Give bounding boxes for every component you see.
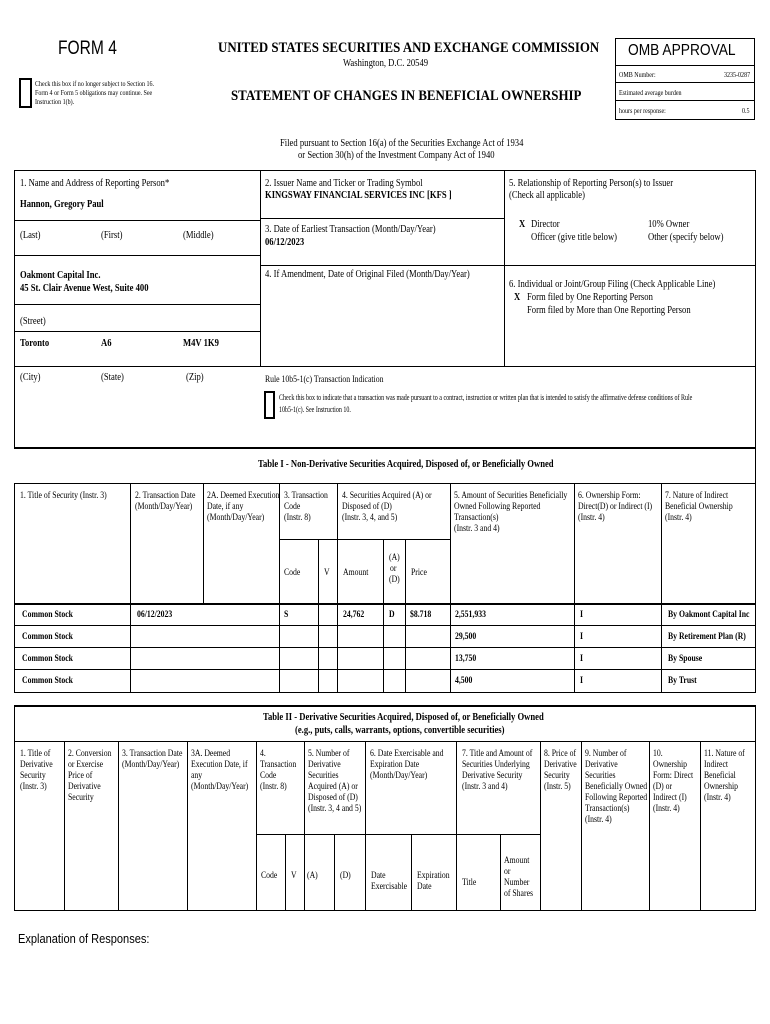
relationship-sub: (Check all applicable) (509, 190, 585, 201)
t2-sub-amount: Amount or Number of Shares (504, 855, 534, 898)
table2-title: Table II - Derivative Securities Acquired, Disposed of, or Beneficially Owned (263, 712, 544, 723)
t1-cell-nature: By Oakmont Capital Inc (668, 609, 750, 619)
omb-burden-label: Estimated average burden (619, 89, 682, 97)
rule-text-2: 10b5-1(c). See Instruction 10. (279, 405, 351, 414)
company-name: Oakmont Capital Inc. (20, 270, 101, 281)
t1-cell-nature: By Spouse (668, 653, 703, 663)
t1-sub-code: Code (284, 567, 301, 577)
rule-checkbox[interactable] (264, 391, 275, 419)
reporting-person-name: Hannon, Gregory Paul (20, 199, 104, 210)
reporting-person-label: 1. Name and Address of Reporting Person* (20, 178, 170, 189)
t2-header-owned: 9. Number of Derivative Securities Beneficially Owned Following Reported Transaction(s) (Instr. 4) (585, 748, 648, 824)
t1-sub-amount: Amount (343, 567, 369, 577)
t1-cell-form: I (580, 631, 584, 641)
t1-header-nature: 7. Nature of Indirect Beneficial Ownership (Instr. 4) (665, 490, 733, 522)
table2-subtitle: (e.g., puts, calls, warrants, options, convertible securities) (295, 725, 505, 736)
t2-header-deemed: 3A. Deemed Execution Date, if any (Month/Day/Year) (191, 748, 249, 791)
agency-location: Washington, D.C. 20549 (343, 58, 429, 69)
director-label: Director (531, 219, 560, 230)
t2-sub-code: Code (261, 870, 278, 880)
officer-label: Officer (give title below) (531, 232, 618, 243)
t1-cell-nature: By Trust (668, 675, 697, 685)
t1-header-date: 2. Transaction Date (Month/Day/Year) (135, 490, 196, 511)
filed-pursuant-1: Filed pursuant to Section 16(a) of the Securities Exchange Act of 1934 (280, 138, 524, 149)
street-address: 45 St. Clair Avenue West, Suite 400 (20, 283, 149, 294)
t1-cell-title: Common Stock (22, 631, 73, 641)
t1-cell-form: I (580, 609, 584, 619)
filed-pursuant-2: or Section 30(h) of the Investment Company Act of 1940 (298, 150, 495, 161)
statement-title: STATEMENT OF CHANGES IN BENEFICIAL OWNERSHIP (231, 88, 582, 104)
city-label: (City) (20, 372, 41, 383)
t1-cell-owned: 29,500 (455, 631, 477, 641)
t1-header-owned: 5. Amount of Securities Beneficially Owned Following Reported Transaction(s) (Instr. 3 and 4) (454, 490, 568, 533)
t2-sub-expiration: Expiration Date (417, 870, 450, 891)
agency-title: UNITED STATES SECURITIES AND EXCHANGE COMMISSION (218, 40, 600, 56)
no-longer-subject-checkbox[interactable] (19, 78, 32, 108)
state-value: A6 (101, 338, 112, 349)
t1-header-acquired: 4. Securities Acquired (A) or Disposed of (D) (Instr. 3, 4, and 5) (342, 490, 432, 522)
issuer-label: 2. Issuer Name and Ticker or Trading Symbol (265, 178, 423, 189)
t2-header-price: 8. Price of Derivative Security (Instr. 5) (544, 748, 577, 791)
zip-label: (Zip) (186, 372, 204, 383)
relationship-label: 5. Relationship of Reporting Person(s) to Issuer (509, 178, 674, 189)
checkbox-text: Check this box if no longer subject to Section 16. Form 4 or Form 5 obligations may continue. See Instruction 1(b). (35, 80, 155, 106)
earliest-date-value: 06/12/2023 (265, 237, 305, 248)
t2-header-date: 3. Transaction Date (Month/Day/Year) (122, 748, 183, 769)
t2-header-underlying: 7. Title and Amount of Securities Underlying Derivative Security (Instr. 3 and 4) (462, 748, 533, 791)
t1-header-deemed: 2A. Deemed Execution Date, if any (Month/Day/Year) (207, 490, 280, 522)
t2-header-form: 10. Ownership Form: Direct (D) or Indirect (I) (Instr. 4) (653, 748, 694, 813)
t1-header-form: 6. Ownership Form: Direct(D) or Indirect (I) (Instr. 4) (578, 490, 653, 522)
t1-cell-title: Common Stock (22, 653, 73, 663)
t1-header-code: 3. Transaction Code (Instr. 8) (284, 490, 328, 522)
form-title: FORM 4 (58, 38, 117, 59)
t1-cell-form: I (580, 653, 584, 663)
t2-sub-title: Title (462, 877, 477, 887)
t2-header-number: 5. Number of Derivative Securities Acquired (A) or Disposed of (D) (Instr. 3, 4 and 5) (308, 748, 362, 813)
t2-sub-date-exercisable: Date Exercisable (371, 870, 408, 891)
street-label: (Street) (20, 316, 46, 327)
filing-one-label: Form filed by One Reporting Person (527, 292, 653, 303)
filing-one-x-mark: X (514, 292, 521, 303)
t1-cell-title: Common Stock (22, 675, 73, 685)
omb-hours-value: 0.5 (742, 107, 750, 115)
t1-cell-owned: 13,750 (455, 653, 477, 663)
omb-title: OMB APPROVAL (628, 42, 736, 59)
t1-cell-ad: D (389, 609, 395, 619)
t2-header-code: 4. Transaction Code (Instr. 8) (260, 748, 297, 791)
explanation-label: Explanation of Responses: (18, 931, 150, 946)
omb-number-value: 3235-0287 (724, 71, 751, 79)
filing-more-label: Form filed by More than One Reporting Person (527, 305, 691, 316)
omb-hours-label: hours per response: (619, 107, 666, 115)
ten-pct-label: 10% Owner (648, 219, 690, 230)
t1-sub-v: V (324, 567, 330, 577)
middle-label: (Middle) (183, 230, 214, 241)
t2-sub-d: (D) (340, 870, 351, 880)
first-label: (First) (101, 230, 123, 241)
t1-cell-date: 06/12/2023 (137, 609, 173, 619)
last-label: (Last) (20, 230, 41, 241)
rule-text-1: Check this box to indicate that a transaction was made pursuant to a contract, instruction or written plan that is intended to satisfy the affirmative defense conditions of Rule (279, 393, 693, 402)
state-label: (State) (101, 372, 124, 383)
rule-label: Rule 10b5-1(c) Transaction Indication (265, 374, 384, 384)
other-label: Other (specify below) (648, 232, 724, 243)
t2-sub-v: V (291, 870, 297, 880)
t1-sub-ad: (A) or (D) (389, 552, 400, 584)
t1-cell-amount: 24,762 (343, 609, 365, 619)
earliest-date-label: 3. Date of Earliest Transaction (Month/Day/Year) (265, 224, 436, 235)
table1-title: Table I - Non-Derivative Securities Acquired, Disposed of, or Beneficially Owned (258, 459, 554, 470)
filing-label: 6. Individual or Joint/Group Filing (Check Applicable Line) (509, 279, 716, 290)
t2-header-exercisable: 6. Date Exercisable and Expiration Date (Month/Day/Year) (370, 748, 444, 780)
t2-sub-a: (A) (307, 870, 318, 880)
t2-header-title: 1. Title of Derivative Security (Instr. 3) (20, 748, 53, 791)
issuer-value: KINGSWAY FINANCIAL SERVICES INC [KFS ] (265, 190, 452, 201)
t1-cell-owned: 2,551,933 (455, 609, 486, 619)
t1-cell-title: Common Stock (22, 609, 73, 619)
t1-cell-code: S (284, 609, 289, 619)
t2-header-conversion: 2. Conversion or Exercise Price of Derivative Security (68, 748, 112, 802)
t1-cell-owned: 4,500 (455, 675, 473, 685)
director-x-mark: X (519, 219, 526, 230)
t1-cell-form: I (580, 675, 584, 685)
t1-header-title: 1. Title of Security (Instr. 3) (20, 490, 107, 500)
t1-cell-nature: By Retirement Plan (R) (668, 631, 746, 641)
omb-number-label: OMB Number: (619, 71, 656, 79)
t1-cell-price: $8.718 (410, 609, 432, 619)
city-value: Toronto (20, 338, 50, 349)
t2-header-nature: 11. Nature of Indirect Beneficial Ownership (Instr. 4) (704, 748, 745, 802)
zip-value: M4V 1K9 (183, 338, 219, 349)
t1-sub-price: Price (411, 567, 427, 577)
amendment-label: 4. If Amendment, Date of Original Filed (Month/Day/Year) (265, 269, 470, 280)
